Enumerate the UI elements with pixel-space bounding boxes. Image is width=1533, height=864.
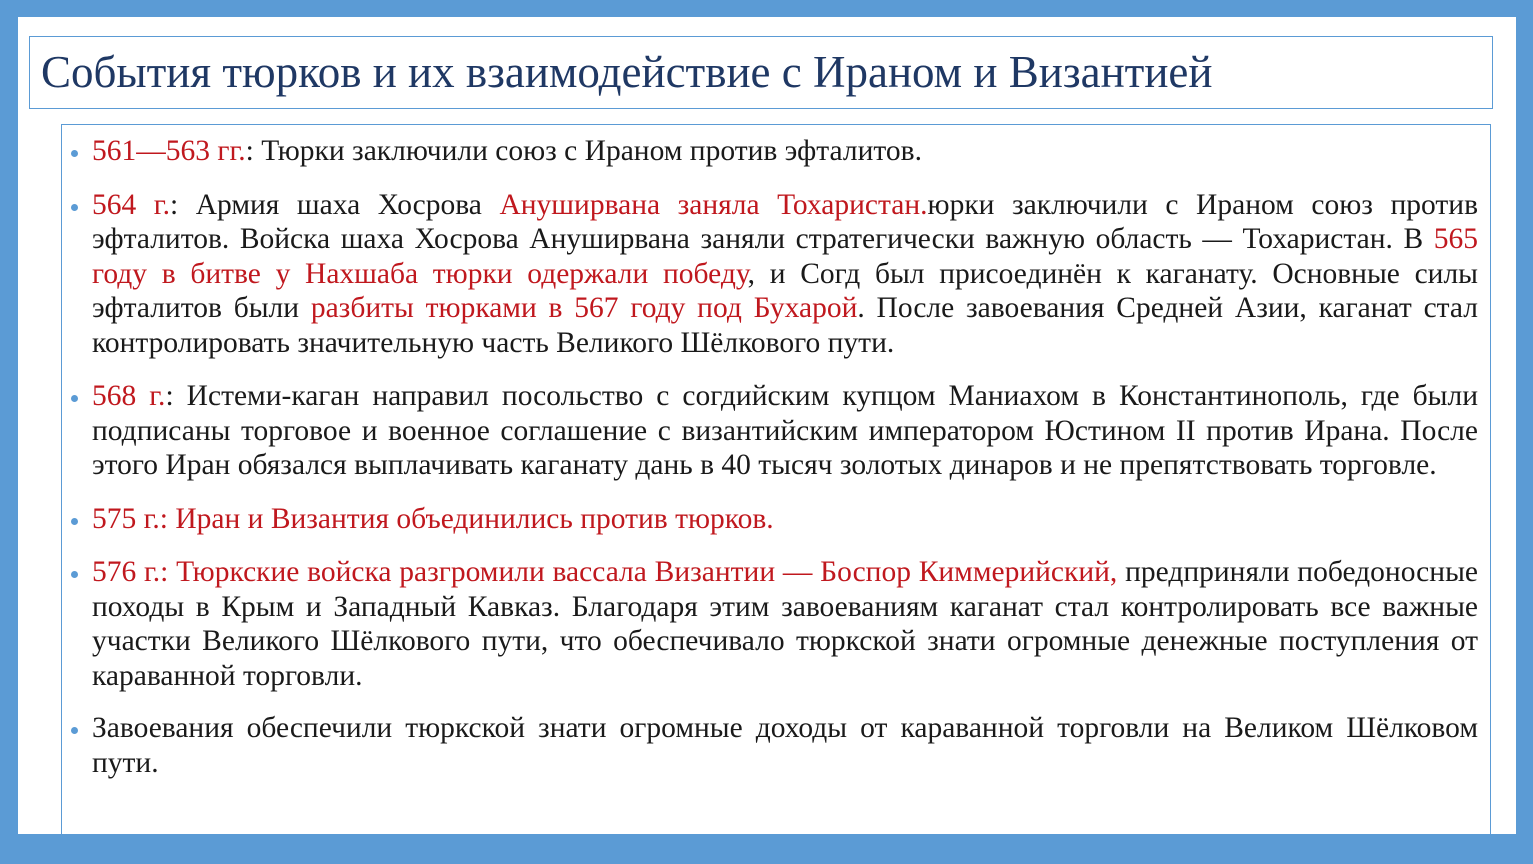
event-colon: :: [165, 380, 174, 412]
event-text: предприняли победоносные походы в Крым и Западный Кавказ. Благодаря этим завоеваниям каганат стал контролировать все важные участки Великого Шёлкового пути, что обеспечивало тюркской знати огромные денежные поступления от караванной торговли.: [92, 556, 1478, 692]
event-colon: :: [169, 188, 179, 221]
event-text: Завоевания обеспечили тюркской знати огромные доходы от караванной торговли на Великом Шёлковом пути.: [92, 712, 1478, 779]
bullet-dot-icon: [71, 518, 78, 525]
event-text: . После завоевания Средней Азии, каганат стал контролировать значительную часть Великого Шёлкового пути.: [92, 292, 1478, 359]
slide-title: События тюрков и их взаимодействие с Ираном и Византией: [41, 47, 1213, 97]
content-box: [61, 124, 1491, 834]
event-highlight: Ануширвана заняла Тохаристан.: [499, 188, 928, 221]
event-text: Истеми-каган направил посольство с согдийским купцом Маниахом в Константинополь, где были подписаны торговое и военное соглашение с византийским императором Юстином II против Ирана. После этого Иран обязался выплачивать каганату дань в 40 тысяч золотых динаров и не препятствовать торговле.: [92, 380, 1478, 481]
event-date: 568 г.: [92, 380, 166, 412]
event-text: юрки заключили с Ираном союз против эфталитов. Войска шаха Хосрова Ануширвана заняли стратегически важную область — Тохаристан. В: [92, 188, 1479, 255]
bullet-item-564: [69, 188, 1478, 361]
event-highlight: разбиты тюрками в 567 году под Бухарой: [310, 292, 858, 324]
event-highlight: 576 г.: Тюркские войска разгромили вассала Византии — Боспор Киммерийский,: [92, 556, 1118, 588]
bullet-dot-icon: [71, 571, 78, 578]
bullet-item-561: [69, 134, 1478, 169]
bullet-item-575: [69, 502, 1478, 537]
event-text: Армия шаха Хосрова: [178, 188, 500, 221]
bullet-item-568: [69, 379, 1478, 483]
event-text: , и Согд был присоединён к каганату. Основные силы эфталитов были: [92, 257, 1478, 324]
event-date: 564 г.: [92, 188, 170, 221]
event-highlight: 565 году в битве у Нахшаба тюрки одержали победу: [92, 223, 1478, 290]
event-date: 561—563 гг.: [92, 135, 246, 167]
title-box: [29, 36, 1493, 109]
bullet-dot-icon: [71, 395, 78, 402]
slide: [18, 17, 1516, 834]
bullet-dot-icon: [71, 150, 78, 157]
bullet-list: [69, 134, 1478, 780]
bullet-dot-icon: [71, 204, 78, 211]
bullet-dot-icon: [71, 727, 78, 734]
event-text: Тюрки заключили союз с Ираном против эфталитов.: [253, 135, 922, 167]
bullet-item-conclusion: [69, 711, 1478, 780]
event-colon: :: [245, 135, 254, 167]
event-text: 575 г.: Иран и Византия объединились против тюрков.: [92, 502, 774, 535]
bullet-item-576: [69, 555, 1478, 693]
